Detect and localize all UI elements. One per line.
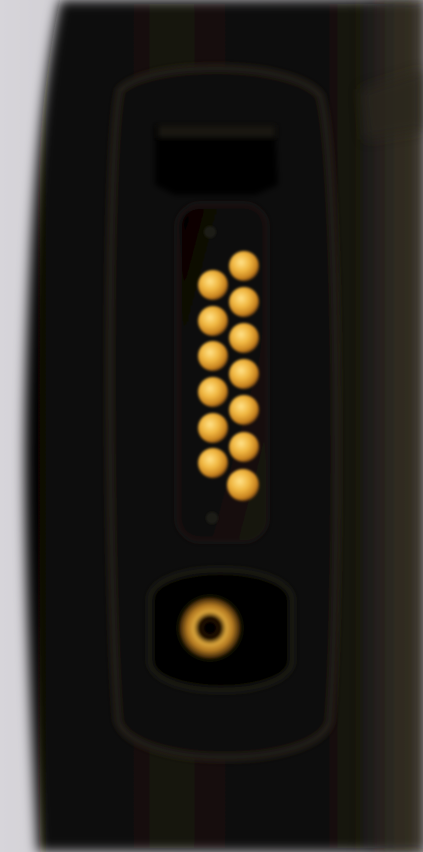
contact-pin xyxy=(227,469,259,501)
contact-pin xyxy=(229,432,259,462)
contact-pin xyxy=(229,287,259,317)
contact-pin xyxy=(229,395,259,425)
latch-slot-lip xyxy=(158,125,275,138)
contact-pin xyxy=(198,270,228,300)
screw-hole-top xyxy=(204,226,216,238)
contact-pin xyxy=(198,448,228,478)
contact-pin xyxy=(229,359,259,389)
contact-pin xyxy=(198,377,228,407)
contact-pin xyxy=(229,323,259,353)
contact-pin xyxy=(198,413,228,443)
contact-pin xyxy=(229,251,259,281)
contact-pin xyxy=(198,306,228,336)
contact-pin xyxy=(198,341,228,371)
screw-hole-bottom xyxy=(206,512,218,524)
threaded-jack xyxy=(176,594,244,662)
